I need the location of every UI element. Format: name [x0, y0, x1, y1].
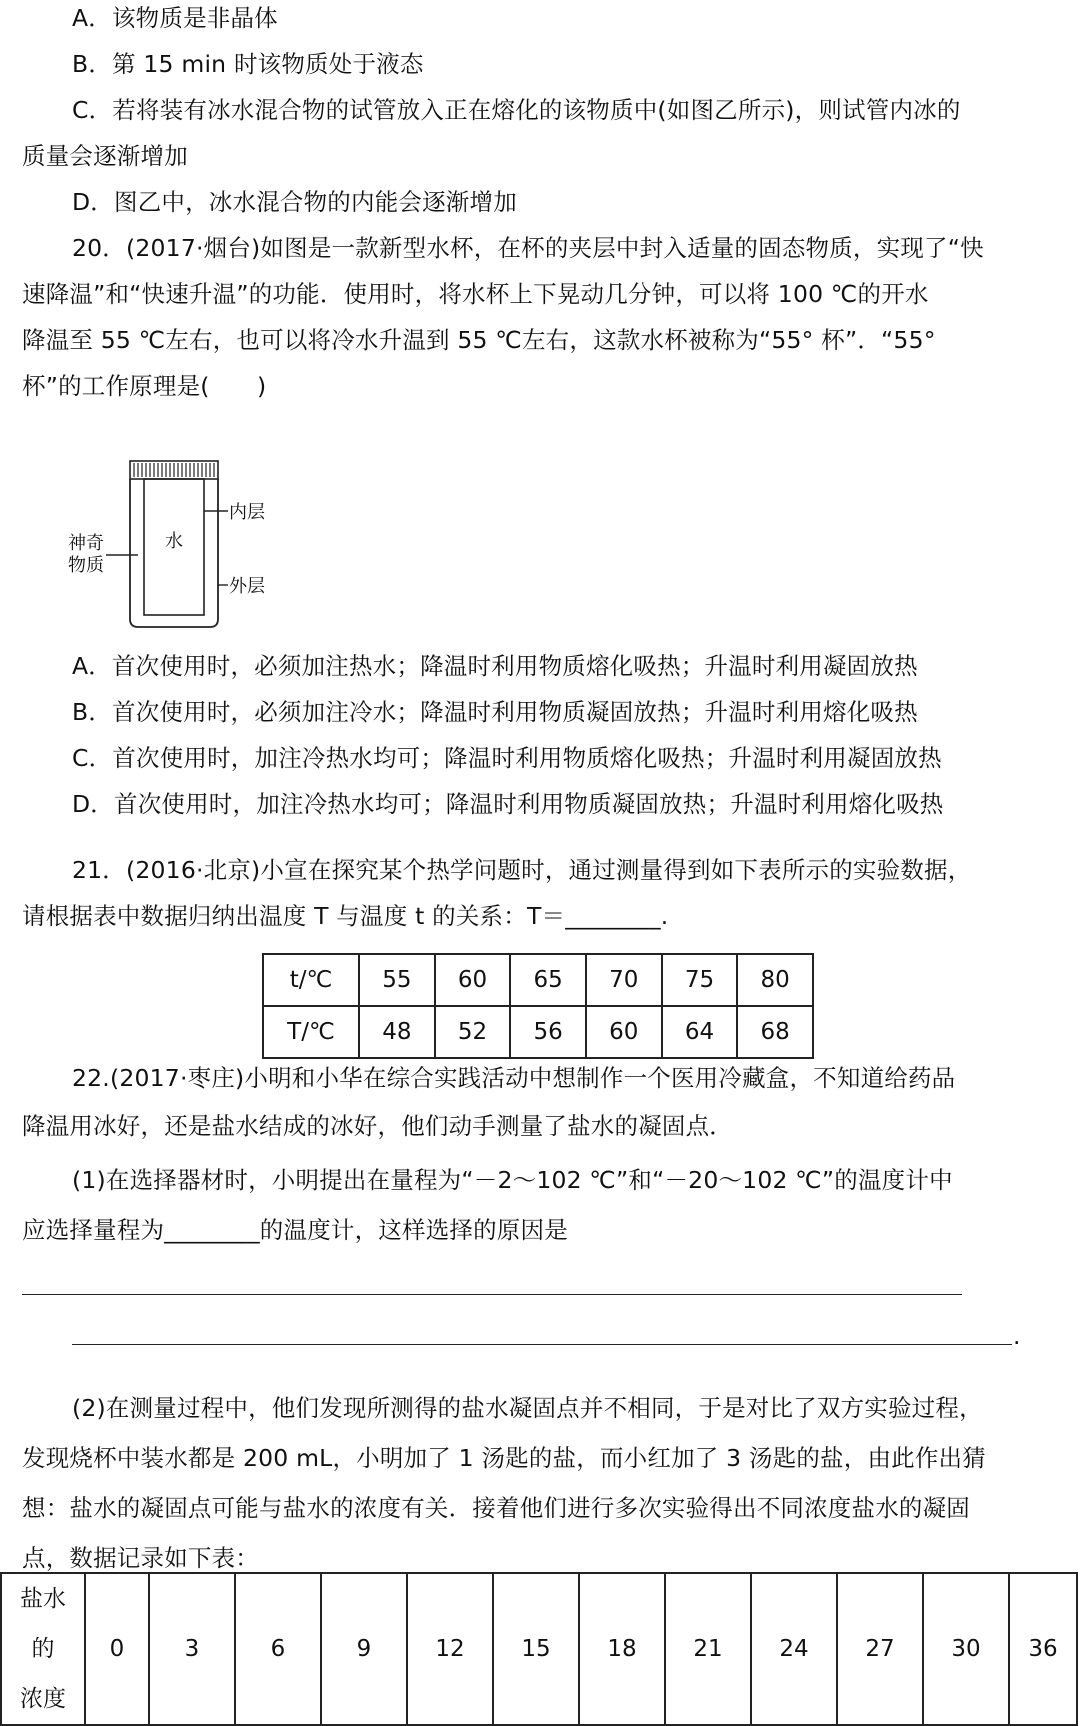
- table-cell: 48: [359, 1006, 435, 1058]
- water-label: 水: [165, 531, 183, 551]
- magic-substance-label-2: 物质: [68, 555, 104, 575]
- inner-layer-label: 内层: [229, 502, 265, 522]
- table-cell: 70: [586, 954, 662, 1006]
- table-cell: 6: [235, 1573, 321, 1725]
- q20-option-a: A．首次使用时，必须加注热水；降温时利用物质熔化吸热；升温时利用凝固放热: [72, 652, 918, 680]
- q20-stem-line3: 降温至 55 ℃左右，也可以将冷水升温到 55 ℃左右，这款水杯被称为“55° 杯”．“55°: [22, 326, 936, 354]
- answer-blank-line-2: [72, 1344, 1012, 1345]
- q19-option-c-line2: 质量会逐渐增加: [22, 142, 188, 170]
- q20-option-c: C．首次使用时，加注冷热水均可；降温时利用物质熔化吸热；升温时利用凝固放热: [72, 744, 942, 772]
- q20-stem-line2: 速降温”和“快速升温”的功能．使用时，将水杯上下晃动几分钟，可以将 100 ℃的开水: [22, 280, 929, 308]
- cup-outer-wall: [130, 479, 218, 627]
- outer-layer-label: 外层: [229, 576, 265, 596]
- table-row: [263, 1006, 813, 1058]
- q21-stem-line2: 请根据表中数据归纳出温度 T 与温度 t 的关系：T＝________.: [22, 902, 669, 930]
- table-cell: 55: [359, 954, 435, 1006]
- table-cell: T/℃: [263, 1006, 359, 1058]
- answer-blank-period: .: [1013, 1322, 1021, 1350]
- table-cell: 9: [321, 1573, 407, 1725]
- table-cell: 24: [751, 1573, 837, 1725]
- table-cell: 75: [662, 954, 738, 1006]
- q20-stem-line1: 20．(2017·烟台)如图是一款新型水杯，在杯的夹层中封入适量的固态物质，实现了“快: [72, 234, 984, 262]
- q22-stem-line2: 降温用冰好，还是盐水结成的冰好，他们动手测量了盐水的凝固点．: [22, 1112, 733, 1140]
- table-cell: 21: [665, 1573, 751, 1725]
- header-text-line: 的: [31, 1636, 55, 1662]
- cup-lid: [130, 461, 218, 479]
- table-cell: 64: [662, 1006, 738, 1058]
- table-cell: 12: [407, 1573, 493, 1725]
- table-row: [1, 1573, 1077, 1725]
- table-cell: 60: [435, 954, 511, 1006]
- table-cell: 56: [510, 1006, 586, 1058]
- table-cell: 60: [586, 1006, 662, 1058]
- q19-option-d: D．图乙中，冰水混合物的内能会逐渐增加: [72, 188, 517, 216]
- q22-part2-line4: 点，数据记录如下表：: [22, 1544, 259, 1572]
- q20-stem-line4: 杯”的工作原理是( ): [22, 372, 267, 400]
- q22-part2-line1: (2)在测量过程中，他们发现所测得的盐水凝固点并不相同，于是对比了双方实验过程，: [72, 1394, 983, 1422]
- answer-blank-line-1: [22, 1294, 962, 1295]
- header-text-line: 浓度: [20, 1686, 66, 1712]
- q22-stem-line1: 22.(2017·枣庄)小明和小华在综合实践活动中想制作一个医用冷藏盒，不知道给药品: [72, 1064, 956, 1092]
- table-cell: 68: [737, 1006, 813, 1058]
- table-cell: 3: [149, 1573, 235, 1725]
- q21-data-table: [262, 953, 814, 1059]
- q21-stem-line1: 21．(2016·北京)小宣在探究某个热学问题时，通过测量得到如下表所示的实验数据，: [72, 856, 972, 884]
- table-cell: 18: [579, 1573, 665, 1725]
- magic-substance-label-1: 神奇: [68, 533, 104, 553]
- table-cell: 52: [435, 1006, 511, 1058]
- q20-option-d: D．首次使用时，加注冷热水均可；降温时利用物质凝固放热；升温时利用熔化吸热: [72, 790, 944, 818]
- q20-option-b: B．首次使用时，必须加注冷水；降温时利用物质凝固放热；升温时利用熔化吸热: [72, 698, 918, 726]
- q22-part1-line2: 应选择量程为________的温度计，这样选择的原因是: [22, 1216, 568, 1244]
- q22-part2-line3: 想：盐水的凝固点可能与盐水的浓度有关．接着他们进行多次实验得出不同浓度盐水的凝固: [22, 1494, 970, 1522]
- q19-option-b: B．第 15 min 时该物质处于液态: [72, 50, 424, 78]
- q22-part1-line1: (1)在选择器材时，小明提出在量程为“－2～102 ℃”和“－20～102 ℃”的温度计中: [72, 1166, 953, 1194]
- table-cell: t/℃: [263, 954, 359, 1006]
- table-cell: 27: [837, 1573, 923, 1725]
- table-header-cell: [1, 1573, 85, 1725]
- table-row: [263, 954, 813, 1006]
- table-cell: 0: [85, 1573, 149, 1725]
- table-cell: 15: [493, 1573, 579, 1725]
- table-cell: 65: [510, 954, 586, 1006]
- table-cell: 30: [923, 1573, 1009, 1725]
- q19-option-a: A．该物质是非晶体: [72, 4, 278, 32]
- header-text-line: 盐水: [20, 1586, 66, 1612]
- q22-part2-line2: 发现烧杯中装水都是 200 mL，小明加了 1 汤匙的盐，而小红加了 3 汤匙的盐，由此作出猜: [22, 1444, 986, 1472]
- table-cell: 80: [737, 954, 813, 1006]
- q19-option-c-line1: C．若将装有冰水混合物的试管放入正在熔化的该物质中(如图乙所示)，则试管内冰的: [72, 96, 961, 124]
- table-cell: 36: [1009, 1573, 1077, 1725]
- q22-salt-concentration-table: [0, 1572, 1078, 1726]
- cup-diagram: [68, 455, 308, 635]
